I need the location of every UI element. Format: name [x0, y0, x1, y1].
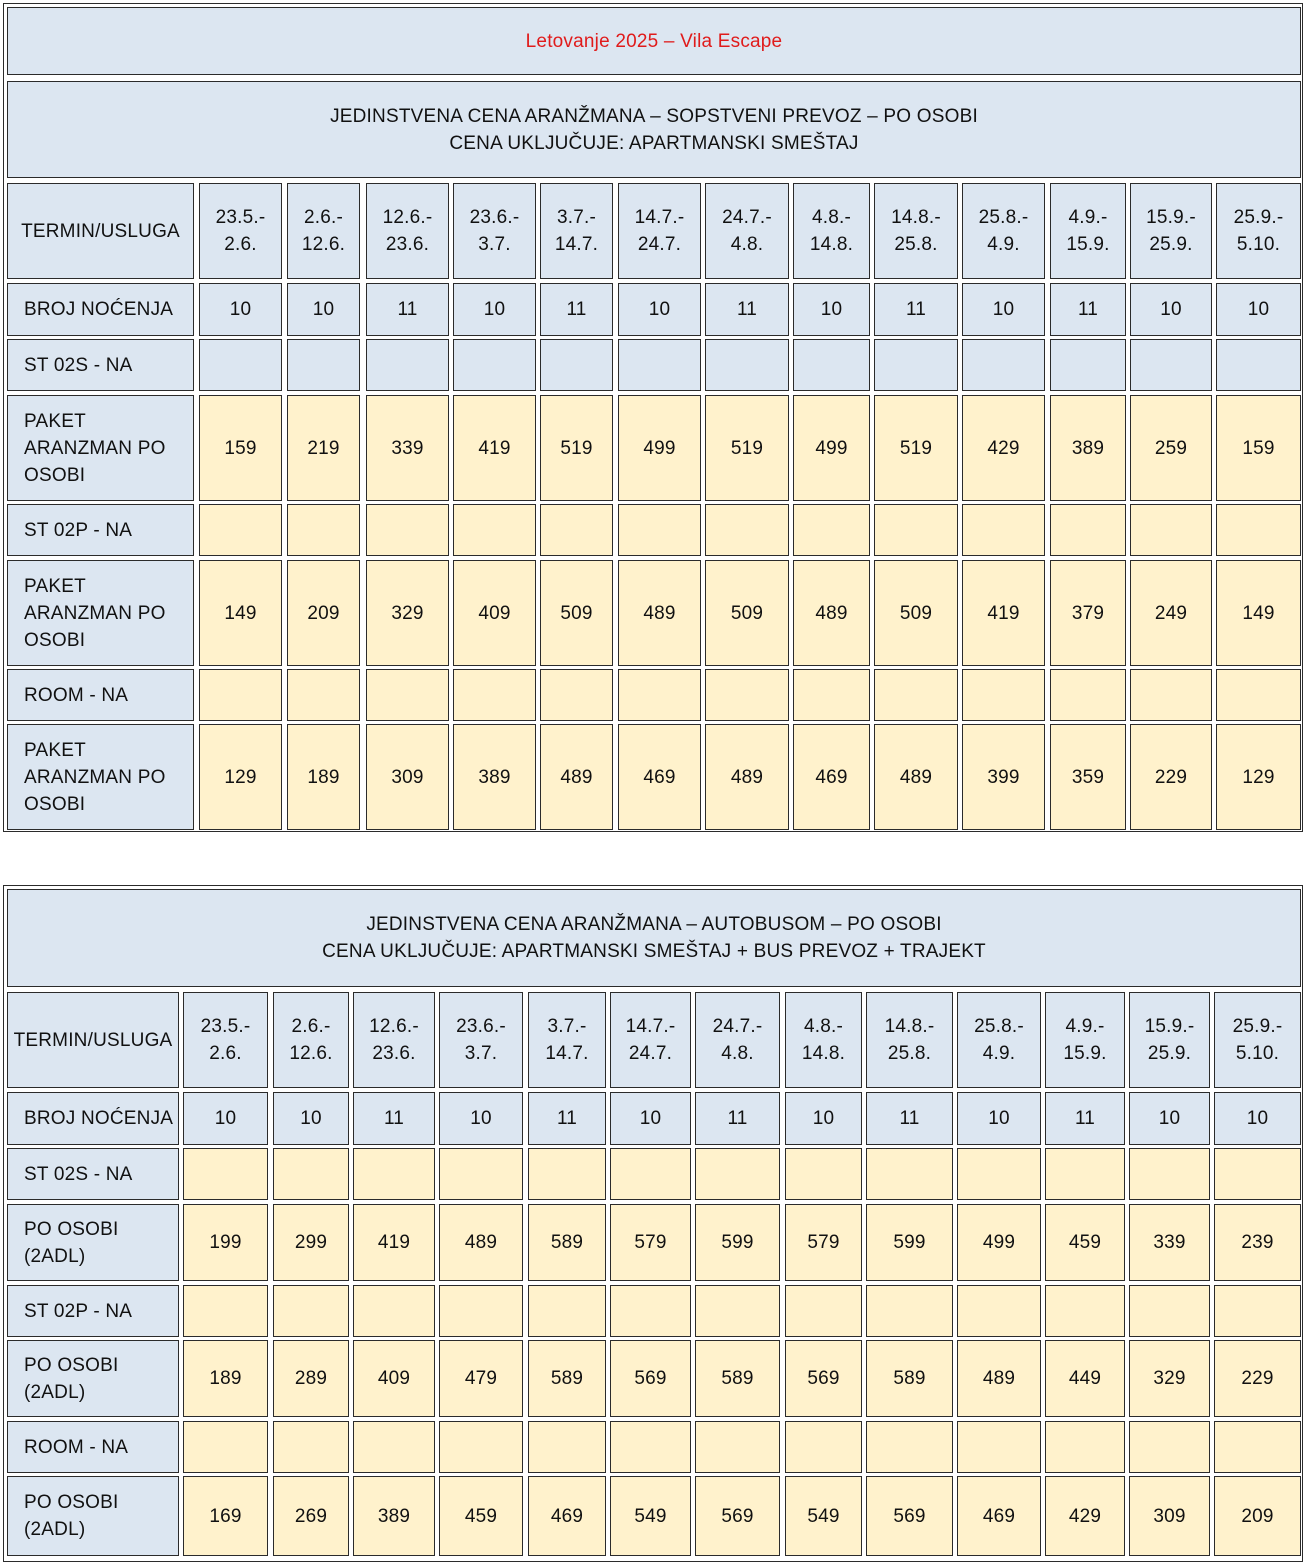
price-cell: 489 — [874, 724, 958, 830]
price-cell: 599 — [866, 1204, 953, 1281]
empty-cell — [199, 504, 282, 556]
price-cell: 569 — [695, 1476, 780, 1556]
price-cell: 149 — [199, 560, 282, 666]
period-header: 24.7.- 4.8. — [695, 992, 780, 1088]
price-cell: 549 — [785, 1476, 862, 1556]
price-cell: 509 — [540, 560, 613, 666]
price-cell: 339 — [366, 395, 449, 501]
room-type-label: ST 02P - NA — [7, 1285, 179, 1337]
empty-cell — [1129, 1421, 1210, 1473]
empty-cell — [1216, 669, 1301, 721]
price-row-label: PAKET ARANZMAN PO OSOBI — [7, 395, 194, 501]
empty-cell — [962, 669, 1045, 721]
price-cell: 239 — [1214, 1204, 1301, 1281]
price-cell: 209 — [1214, 1476, 1301, 1556]
price-cell: 569 — [785, 1340, 862, 1417]
empty-cell — [353, 1148, 435, 1200]
price-cell: 469 — [528, 1476, 606, 1556]
price-cell: 339 — [1129, 1204, 1210, 1281]
period-header: 4.9.- 15.9. — [1050, 183, 1126, 279]
empty-cell — [528, 1148, 606, 1200]
period-header: 4.9.- 15.9. — [1045, 992, 1125, 1088]
price-cell: 329 — [1129, 1340, 1210, 1417]
empty-cell — [183, 1148, 268, 1200]
empty-cell — [183, 1285, 268, 1337]
price-cell: 429 — [962, 395, 1045, 501]
empty-cell — [540, 669, 613, 721]
empty-cell — [439, 1285, 523, 1337]
empty-cell — [618, 669, 701, 721]
price-cell: 409 — [353, 1340, 435, 1417]
empty-cell — [353, 1421, 435, 1473]
price-row-label: PAKET ARANZMAN PO OSOBI — [7, 560, 194, 666]
price-cell: 199 — [183, 1204, 268, 1281]
nights-label: BROJ NOĆENJA — [7, 283, 194, 336]
nights-cell: 11 — [528, 1092, 606, 1145]
empty-cell — [273, 1285, 349, 1337]
price-cell: 499 — [957, 1204, 1041, 1281]
price-cell: 519 — [874, 395, 958, 501]
nights-cell: 10 — [793, 283, 870, 336]
empty-cell — [1050, 339, 1126, 391]
period-header: 2.6.- 12.6. — [287, 183, 360, 279]
empty-cell — [1129, 1148, 1210, 1200]
empty-cell — [1129, 1285, 1210, 1337]
price-cell: 549 — [610, 1476, 691, 1556]
empty-cell — [453, 504, 536, 556]
empty-cell — [957, 1148, 1041, 1200]
price-cell: 509 — [874, 560, 958, 666]
empty-cell — [610, 1421, 691, 1473]
column-label: TERMIN/USLUGA — [7, 992, 179, 1088]
price-cell: 589 — [528, 1204, 606, 1281]
room-type-label: ST 02P - NA — [7, 504, 194, 556]
empty-cell — [528, 1285, 606, 1337]
price-cell: 209 — [287, 560, 360, 666]
empty-cell — [528, 1421, 606, 1473]
nights-label: BROJ NOĆENJA — [7, 1092, 179, 1145]
price-cell: 419 — [353, 1204, 435, 1281]
price-cell: 429 — [1045, 1476, 1125, 1556]
room-type-label: ROOM - NA — [7, 669, 194, 721]
nights-cell: 11 — [540, 283, 613, 336]
header-line1: JEDINSTVENA CENA ARANŽMANA – AUTOBUSOM – PO OSOBI — [366, 914, 942, 935]
empty-cell — [1214, 1421, 1301, 1473]
nights-cell: 10 — [183, 1092, 268, 1145]
empty-cell — [199, 339, 282, 391]
price-cell: 309 — [1129, 1476, 1210, 1556]
nights-cell: 10 — [1130, 283, 1212, 336]
nights-cell: 11 — [1050, 283, 1126, 336]
empty-cell — [695, 1148, 780, 1200]
price-cell: 569 — [866, 1476, 953, 1556]
empty-cell — [957, 1285, 1041, 1337]
empty-cell — [453, 669, 536, 721]
price-cell: 229 — [1130, 724, 1212, 830]
price-cell: 359 — [1050, 724, 1126, 830]
empty-cell — [540, 339, 613, 391]
nights-cell: 10 — [453, 283, 536, 336]
price-cell: 189 — [183, 1340, 268, 1417]
header-line1: JEDINSTVENA CENA ARANŽMANA – SOPSTVENI PREVOZ – PO OSOBI — [330, 105, 978, 127]
empty-cell — [1050, 504, 1126, 556]
price-row-label: PO OSOBI (2ADL) — [7, 1340, 179, 1417]
empty-cell — [353, 1285, 435, 1337]
empty-cell — [866, 1285, 953, 1337]
price-row-label: PO OSOBI (2ADL) — [7, 1204, 179, 1281]
empty-cell — [866, 1148, 953, 1200]
period-header: 23.5.- 2.6. — [183, 992, 268, 1088]
price-cell: 489 — [618, 560, 701, 666]
period-header: 12.6.- 23.6. — [353, 992, 435, 1088]
period-header: 25.8.- 4.9. — [962, 183, 1045, 279]
empty-cell — [874, 669, 958, 721]
document-title: Letovanje 2025 – Vila Escape — [7, 7, 1301, 75]
table-header — [7, 81, 1301, 178]
nights-cell: 10 — [785, 1092, 862, 1145]
empty-cell — [785, 1285, 862, 1337]
price-cell: 389 — [453, 724, 536, 830]
empty-cell — [1216, 504, 1301, 556]
nights-cell: 11 — [353, 1092, 435, 1145]
empty-cell — [705, 339, 789, 391]
empty-cell — [366, 669, 449, 721]
period-header: 2.6.- 12.6. — [273, 992, 349, 1088]
period-header: 14.7.- 24.7. — [610, 992, 691, 1088]
nights-cell: 10 — [1216, 283, 1301, 336]
empty-cell — [199, 669, 282, 721]
nights-cell: 10 — [1129, 1092, 1210, 1145]
empty-cell — [618, 504, 701, 556]
price-cell: 509 — [705, 560, 789, 666]
price-cell: 599 — [695, 1204, 780, 1281]
empty-cell — [962, 504, 1045, 556]
price-cell: 489 — [793, 560, 870, 666]
nights-cell: 10 — [618, 283, 701, 336]
price-cell: 259 — [1130, 395, 1212, 501]
price-cell: 249 — [1130, 560, 1212, 666]
empty-cell — [1130, 339, 1212, 391]
price-cell: 229 — [1214, 1340, 1301, 1417]
price-cell: 579 — [610, 1204, 691, 1281]
empty-cell — [287, 504, 360, 556]
price-cell: 489 — [540, 724, 613, 830]
empty-cell — [1045, 1421, 1125, 1473]
empty-cell — [1216, 339, 1301, 391]
empty-cell — [618, 339, 701, 391]
price-cell: 469 — [957, 1476, 1041, 1556]
empty-cell — [453, 339, 536, 391]
nights-cell: 11 — [366, 283, 449, 336]
nights-cell: 10 — [957, 1092, 1041, 1145]
empty-cell — [874, 504, 958, 556]
period-header: 23.6.- 3.7. — [439, 992, 523, 1088]
empty-cell — [705, 504, 789, 556]
empty-cell — [695, 1285, 780, 1337]
price-cell: 519 — [540, 395, 613, 501]
nights-cell: 10 — [1214, 1092, 1301, 1145]
nights-cell: 10 — [439, 1092, 523, 1145]
empty-cell — [1130, 504, 1212, 556]
period-header: 4.8.- 14.8. — [785, 992, 862, 1088]
empty-cell — [785, 1421, 862, 1473]
column-label: TERMIN/USLUGA — [7, 183, 194, 279]
room-type-label: ROOM - NA — [7, 1421, 179, 1473]
period-header: 3.7.- 14.7. — [540, 183, 613, 279]
empty-cell — [1045, 1148, 1125, 1200]
empty-cell — [866, 1421, 953, 1473]
empty-cell — [962, 339, 1045, 391]
period-header: 25.9.- 5.10. — [1216, 183, 1301, 279]
empty-cell — [874, 339, 958, 391]
price-table-own-transport — [3, 3, 1303, 832]
empty-cell — [705, 669, 789, 721]
empty-cell — [793, 669, 870, 721]
price-cell: 189 — [287, 724, 360, 830]
nights-cell: 10 — [287, 283, 360, 336]
nights-cell: 11 — [866, 1092, 953, 1145]
empty-cell — [366, 504, 449, 556]
price-cell: 389 — [353, 1476, 435, 1556]
price-cell: 399 — [962, 724, 1045, 830]
empty-cell — [540, 504, 613, 556]
price-cell: 289 — [273, 1340, 349, 1417]
empty-cell — [273, 1421, 349, 1473]
price-cell: 169 — [183, 1476, 268, 1556]
empty-cell — [1045, 1285, 1125, 1337]
period-header: 24.7.- 4.8. — [705, 183, 789, 279]
empty-cell — [1214, 1148, 1301, 1200]
empty-cell — [957, 1421, 1041, 1473]
period-header: 15.9.- 25.9. — [1129, 992, 1210, 1088]
empty-cell — [793, 339, 870, 391]
empty-cell — [1214, 1285, 1301, 1337]
price-cell: 309 — [366, 724, 449, 830]
empty-cell — [273, 1148, 349, 1200]
price-cell: 489 — [957, 1340, 1041, 1417]
price-cell: 329 — [366, 560, 449, 666]
nights-cell: 10 — [273, 1092, 349, 1145]
price-cell: 589 — [695, 1340, 780, 1417]
nights-cell: 11 — [695, 1092, 780, 1145]
price-cell: 419 — [962, 560, 1045, 666]
period-header: 23.6.- 3.7. — [453, 183, 536, 279]
price-cell: 489 — [705, 724, 789, 830]
price-cell: 569 — [610, 1340, 691, 1417]
nights-cell: 10 — [610, 1092, 691, 1145]
price-cell: 469 — [793, 724, 870, 830]
empty-cell — [793, 504, 870, 556]
table-header — [7, 889, 1301, 987]
empty-cell — [183, 1421, 268, 1473]
period-header: 23.5.- 2.6. — [199, 183, 282, 279]
empty-cell — [785, 1148, 862, 1200]
price-cell: 159 — [199, 395, 282, 501]
empty-cell — [287, 339, 360, 391]
nights-cell: 11 — [1045, 1092, 1125, 1145]
price-cell: 499 — [793, 395, 870, 501]
price-row-label: PAKET ARANZMAN PO OSOBI — [7, 724, 194, 830]
room-type-label: ST 02S - NA — [7, 1148, 179, 1200]
empty-cell — [610, 1148, 691, 1200]
price-cell: 149 — [1216, 560, 1301, 666]
price-cell: 589 — [866, 1340, 953, 1417]
price-cell: 269 — [273, 1476, 349, 1556]
period-header: 15.9.- 25.9. — [1130, 183, 1212, 279]
price-cell: 379 — [1050, 560, 1126, 666]
price-cell: 419 — [453, 395, 536, 501]
price-cell: 389 — [1050, 395, 1126, 501]
nights-cell: 11 — [874, 283, 958, 336]
period-header: 12.6.- 23.6. — [366, 183, 449, 279]
price-cell: 519 — [705, 395, 789, 501]
empty-cell — [1050, 669, 1126, 721]
room-type-label: ST 02S - NA — [7, 339, 194, 391]
price-cell: 129 — [1216, 724, 1301, 830]
price-cell: 129 — [199, 724, 282, 830]
period-header: 25.8.- 4.9. — [957, 992, 1041, 1088]
price-cell: 489 — [439, 1204, 523, 1281]
price-cell: 409 — [453, 560, 536, 666]
period-header: 14.7.- 24.7. — [618, 183, 701, 279]
price-cell: 479 — [439, 1340, 523, 1417]
empty-cell — [439, 1421, 523, 1473]
price-cell: 499 — [618, 395, 701, 501]
nights-cell: 10 — [962, 283, 1045, 336]
price-table-bus — [3, 885, 1303, 1562]
nights-cell: 11 — [705, 283, 789, 336]
empty-cell — [1130, 669, 1212, 721]
period-header: 14.8.- 25.8. — [874, 183, 958, 279]
header-line2: CENA UKLJUČUJE: APARTMANSKI SMEŠTAJ — [449, 132, 859, 154]
price-cell: 469 — [618, 724, 701, 830]
empty-cell — [695, 1421, 780, 1473]
price-cell: 159 — [1216, 395, 1301, 501]
price-cell: 589 — [528, 1340, 606, 1417]
empty-cell — [610, 1285, 691, 1337]
empty-cell — [366, 339, 449, 391]
period-header: 3.7.- 14.7. — [528, 992, 606, 1088]
period-header: 14.8.- 25.8. — [866, 992, 953, 1088]
price-cell: 459 — [1045, 1204, 1125, 1281]
empty-cell — [287, 669, 360, 721]
price-cell: 459 — [439, 1476, 523, 1556]
period-header: 25.9.- 5.10. — [1214, 992, 1301, 1088]
price-cell: 579 — [785, 1204, 862, 1281]
price-cell: 219 — [287, 395, 360, 501]
price-row-label: PO OSOBI (2ADL) — [7, 1476, 179, 1556]
header-line2: CENA UKLJUČUJE: APARTMANSKI SMEŠTAJ + BUS PREVOZ + TRAJEKT — [322, 941, 986, 962]
period-header: 4.8.- 14.8. — [793, 183, 870, 279]
nights-cell: 10 — [199, 283, 282, 336]
empty-cell — [439, 1148, 523, 1200]
price-cell: 299 — [273, 1204, 349, 1281]
price-cell: 449 — [1045, 1340, 1125, 1417]
